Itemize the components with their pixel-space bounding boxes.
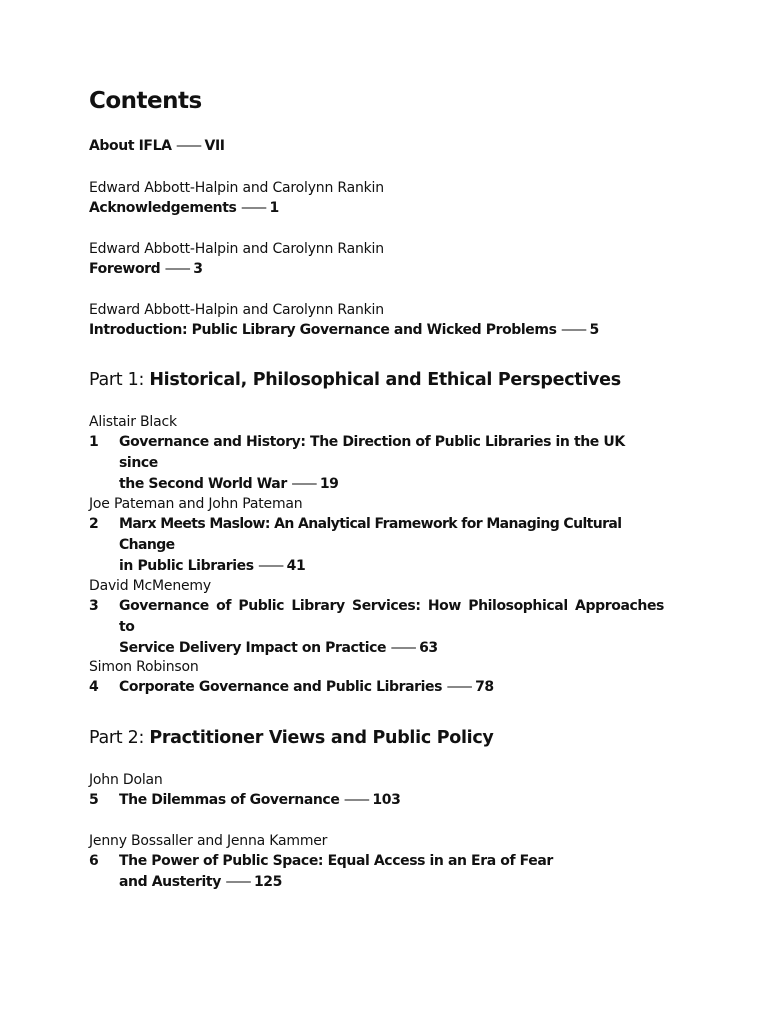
chapter-title-line: Marx Meets Maslow: An Analytical Framework for Managing Cultural Change — [119, 516, 622, 553]
toc-chapter-4 — [89, 657, 664, 698]
toc-chapter-3 — [89, 576, 664, 659]
entry-author: Edward Abbott-Halpin and Carolynn Rankin — [89, 180, 384, 196]
toc-entry-title[interactable] — [89, 320, 664, 341]
entry-author: Edward Abbott-Halpin and Carolynn Rankin — [89, 241, 384, 257]
leader-dash: —— — [561, 322, 586, 338]
toc-entry-foreword — [89, 239, 664, 280]
leader-dash: —— — [343, 792, 368, 808]
entry-author: Alistair Black — [89, 414, 177, 430]
chapter-title-line: Governance of Public Library Services: How Philosophical Approaches to — [119, 598, 664, 635]
leader-dash: —— — [164, 261, 189, 277]
leader-dash: —— — [291, 476, 316, 492]
toc-entry-title[interactable] — [89, 432, 664, 495]
entry-title: About IFLA — [89, 138, 172, 154]
chapter-title-line: The Power of Public Space: Equal Access in an Era of Fear — [119, 853, 553, 869]
toc-entry-title[interactable] — [89, 790, 664, 811]
page-number: 3 — [193, 261, 203, 277]
chapter-title-line: Corporate Governance and Public Libraries — [119, 679, 443, 695]
part-title: Practitioner Views and Public Policy — [149, 728, 494, 748]
toc-entry-title[interactable] — [89, 259, 664, 280]
chapter-title-line: in Public Libraries — [119, 558, 254, 574]
page-number: 5 — [589, 322, 599, 338]
chapter-number: 4 — [89, 679, 99, 695]
part-title: Historical, Philosophical and Ethical Perspectives — [149, 370, 621, 390]
toc-entry-title[interactable] — [89, 851, 664, 893]
entry-author: Simon Robinson — [89, 659, 199, 675]
chapter-title-line: Governance and History: The Direction of Public Libraries in the UK since — [119, 434, 625, 471]
page-number: 78 — [475, 679, 494, 695]
entry-author: John Dolan — [89, 772, 163, 788]
page-title: Contents — [89, 88, 202, 114]
leader-dash: —— — [258, 558, 283, 574]
entry-author: Edward Abbott-Halpin and Carolynn Rankin — [89, 302, 384, 318]
toc-chapter-2 — [89, 494, 664, 577]
toc-entry-title[interactable] — [89, 596, 664, 659]
entry-title: Acknowledgements — [89, 200, 237, 216]
chapter-number: 5 — [89, 792, 99, 808]
leader-dash: —— — [390, 640, 415, 656]
toc-entry-about — [89, 136, 664, 157]
part-label: Part 1: — [89, 370, 145, 390]
leader-dash: —— — [240, 200, 265, 216]
chapter-number: 2 — [89, 516, 99, 532]
chapter-title-line: The Dilemmas of Governance — [119, 792, 340, 808]
chapter-number: 1 — [89, 434, 99, 450]
toc-chapter-1 — [89, 412, 664, 495]
part-heading — [89, 726, 494, 750]
page-number: 125 — [253, 874, 282, 890]
page-number: 19 — [319, 476, 339, 492]
leader-dash: —— — [446, 679, 471, 695]
toc-chapter-6 — [89, 831, 664, 893]
entry-title: Introduction: Public Library Governance and Wicked Problems — [89, 322, 557, 338]
chapter-title-line: and Austerity — [119, 874, 221, 890]
page-number: VII — [204, 138, 225, 154]
toc-entry-acknowledgements — [89, 178, 664, 219]
chapter-number: 3 — [89, 598, 99, 614]
part-heading — [89, 368, 621, 392]
toc-chapter-5 — [89, 770, 664, 811]
chapter-title-line: the Second World War — [119, 476, 287, 492]
toc-entry-title[interactable] — [89, 136, 664, 157]
toc-entry-introduction — [89, 300, 664, 341]
page-number: 1 — [269, 200, 279, 216]
part-label: Part 2: — [89, 728, 145, 748]
leader-dash: —— — [225, 874, 250, 890]
page-number: 63 — [419, 640, 438, 656]
chapter-number: 6 — [89, 853, 99, 869]
entry-author: David McMenemy — [89, 578, 211, 594]
entry-title: Foreword — [89, 261, 161, 277]
toc-entry-title[interactable] — [89, 198, 664, 219]
chapter-title-line: Service Delivery Impact on Practice — [119, 640, 387, 656]
entry-author: Joe Pateman and John Pateman — [89, 496, 303, 512]
toc-entry-title[interactable] — [89, 677, 664, 698]
page-number: 41 — [286, 558, 306, 574]
toc-entry-title[interactable] — [89, 514, 664, 577]
page-number: 103 — [372, 792, 401, 808]
entry-author: Jenny Bossaller and Jenna Kammer — [89, 833, 328, 849]
leader-dash: —— — [176, 138, 201, 154]
